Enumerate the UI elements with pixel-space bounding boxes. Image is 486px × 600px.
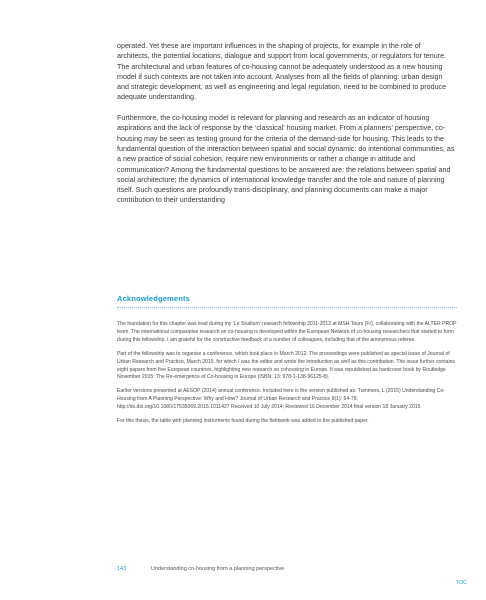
page-number: 143 [117, 566, 127, 572]
acknowledgement-paragraph: The foundation for this chapter was lead during my ‘Le Studium’ research fellowship 2011-2012 at MSH Tours (Fr), collaborating with the ALTER PROP team. The international comparative research on co-housing is developed within the European Network of co-housing researchers that started to form during this fellowship. I am grateful for the constructive feedback of a number of colleagues, including that of the anonymous referee. [117, 321, 457, 343]
acknowledgement-paragraph: For this thesis, the table with planning instruments found during the fieldwork was added to the published paper. [117, 418, 369, 425]
running-title: Understanding co-housing from a planning perspective [151, 566, 285, 572]
acknowledgements-heading: Acknowledgements [117, 294, 190, 303]
toc-link[interactable]: TOC [456, 580, 467, 586]
page-footer [117, 566, 284, 572]
dotted-divider [117, 307, 457, 308]
acknowledgement-paragraph: Earlier versions presented at AESOP (2014) annual conference. Included here is the version published as: Tummers, L (2015) Understanding Co-Housing from A Planning Perspective: Why and How? Journal of Urban Research and Practice 8(1): 64-78. http://dx.doi.org/10.1080/17535069.2015.1011427 Received 10 July 2014; Reviewed 16 December 2014 final version 18 January 2015 [117, 388, 445, 411]
acknowledgements-section [117, 294, 461, 432]
paragraph: operated. Yet these are important influences in the shaping of projects, for example in the role of architects, the potential locations, dialogue and support from local governments, or regulators for tenure. The architectural and urban features of co-housing cannot be adequately understood as a new housing model if such contexts are not taken into account. Analyses from all the fields of planning: urban design and strategic development, as well as engineering and legal regulation, need to be combined to produce adequate understanding. [117, 42, 447, 102]
main-text [117, 41, 455, 216]
acknowledgements-body [117, 321, 461, 426]
acknowledgement-paragraph: Part of the fellowship was to organise a conference, which took place in March 2012. The proceedings were published as special issue of Journal of Urban Research and Practice, March 2015, for which I was the editor and wrote the introduction as well as this contribution. The issue further contains eight papers from five European countries, highlighting new research on cohousing in Europe. It was republished as hardcover book by Routledge November 2015: The Re-emergence of Co-housing in Europe (ISBN: 13: 978-1-138-96125-8). [117, 350, 455, 381]
paragraph: Furthermore, the co-housing model is relevant for planning and research as an indicator of housing aspirations and the lack of response by the ‘classical’ housing market. From a planners’ perspective, co-housing may be seen as testing ground for the criteria of the demand-side for housing. This leads to the fundamental question of the interaction between spatial and social dynamic: do intentional communities, as a new practice of social cohesion, require new environments or rather a change in attitude and communication? Among the fundamental questions to be answered are: the relations between spatial and social architecture; the dynamics of international knowledge transfer and the role and nature of planning itself. Such questions are profoundly trans-disciplinary, and planning documents can make a major contribution to their understanding [117, 114, 455, 205]
